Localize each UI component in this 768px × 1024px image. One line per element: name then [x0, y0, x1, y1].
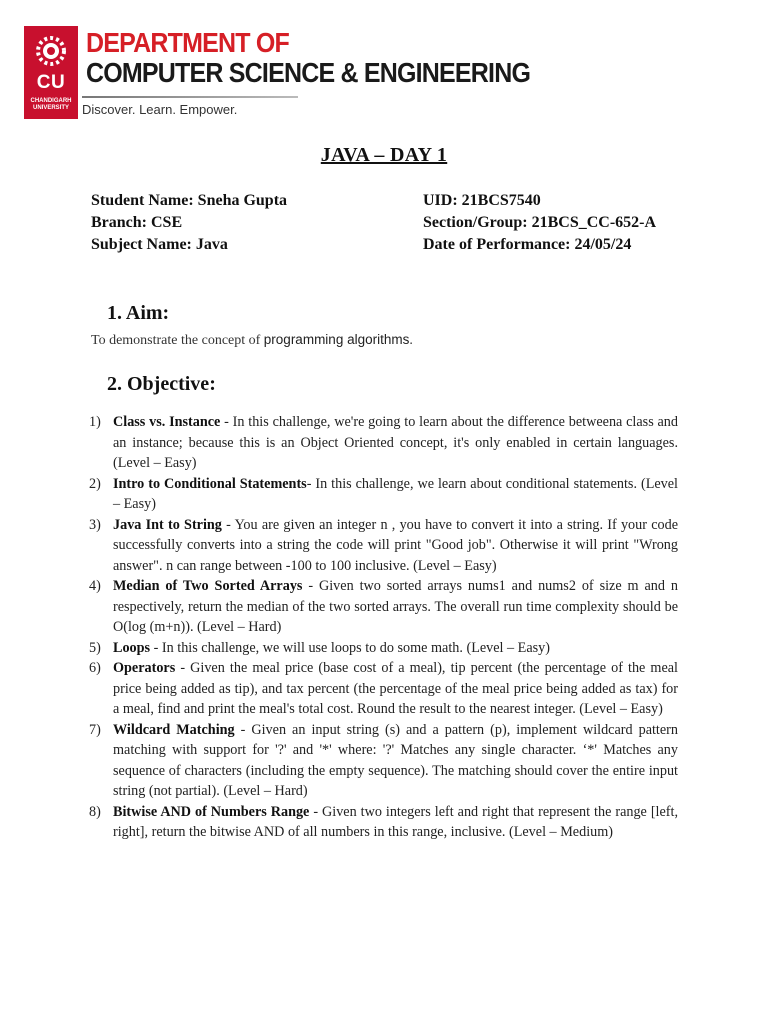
student-uid: UID: 21BCS7540 [423, 192, 541, 209]
section-group: Section/Group: 21BCS_CC-652-A [423, 214, 657, 231]
aim-text: To demonstrate the concept of programming algorithms. [91, 332, 413, 348]
tagline: Discover. Learn. Empower. [82, 102, 238, 117]
student-name: Student Name: Sneha Gupta [91, 192, 288, 209]
gear-emblem-icon [31, 31, 71, 71]
objective-item: 3) Java Int to String - You are given an integer n , you have to convert it into a string. If your code successfully converts into a string the code will print "Good job". Otherwise it will print "Wrong answer". n can range between -100 to 100 inclusive. (Level – Easy) [89, 516, 678, 574]
page-header [24, 26, 531, 122]
header-divider [82, 96, 298, 98]
aim-heading: 1. Aim: [107, 302, 170, 324]
objective-item: 7) Wildcard Matching - Given an input string (s) and a pattern (p), implement wildcard pattern matching with support for '?' and '*' where: '?' Matches any single character. ‘*' Matches any sequence of characters (including the empty sequence). The matching should cover the entire input string (not partial). (Level – Hard) [89, 721, 678, 799]
university-logo [24, 26, 78, 119]
student-info-right [423, 190, 656, 256]
objective-heading: 2. Objective: [107, 373, 216, 395]
student-info-left [91, 190, 287, 256]
objective-item: 2) Intro to Conditional Statements- In this challenge, we learn about conditional statements. (Level – Easy) [89, 475, 678, 512]
objective-item: 4) Median of Two Sorted Arrays - Given two sorted arrays nums1 and nums2 of size m and n respectively, return the median of the two sorted arrays. The overall run time complexity should be O(log (m+n)). (Level – Hard) [89, 578, 678, 635]
subject-name: Subject Name: Java [91, 236, 228, 253]
objective-item: 8) Bitwise AND of Numbers Range - Given two integers left and right that represent the range [left, right], return the bitwise AND of all numbers in this range, inclusive. (Level – Medium) [89, 803, 678, 840]
logo-initials: CU [36, 72, 66, 93]
objective-item: 5) Loops - In this challenge, we will use loops to do some math. (Level – Easy) [89, 639, 550, 656]
document-title: JAVA – DAY 1 [320, 144, 448, 166]
objective-item: 6) Operators - Given the meal price (base cost of a meal), tip percent (the percentage of the meal price being added as tip), and tax percent (the percentage of the meal price being added as tax) for a meal, find and print the meal's total cost. Round the result to the nearest integer. (Level – Easy) [89, 660, 678, 717]
department-title-line1: DEPARTMENT OF [86, 28, 290, 59]
logo-university-name: CHANDIGARH UNIVERSITY [30, 98, 72, 111]
student-branch: Branch: CSE [91, 214, 183, 231]
date-of-performance: Date of Performance: 24/05/24 [423, 236, 632, 253]
objective-item: 1) Class vs. Instance - In this challenge, we're going to learn about the difference betweena class and an instance; because this is an Object Oriented concept, it's only enabled in certain languages. (Level – Easy) [89, 414, 678, 471]
department-title-line2: COMPUTER SCIENCE & ENGINEERING [86, 58, 531, 89]
objective-list [91, 412, 678, 843]
